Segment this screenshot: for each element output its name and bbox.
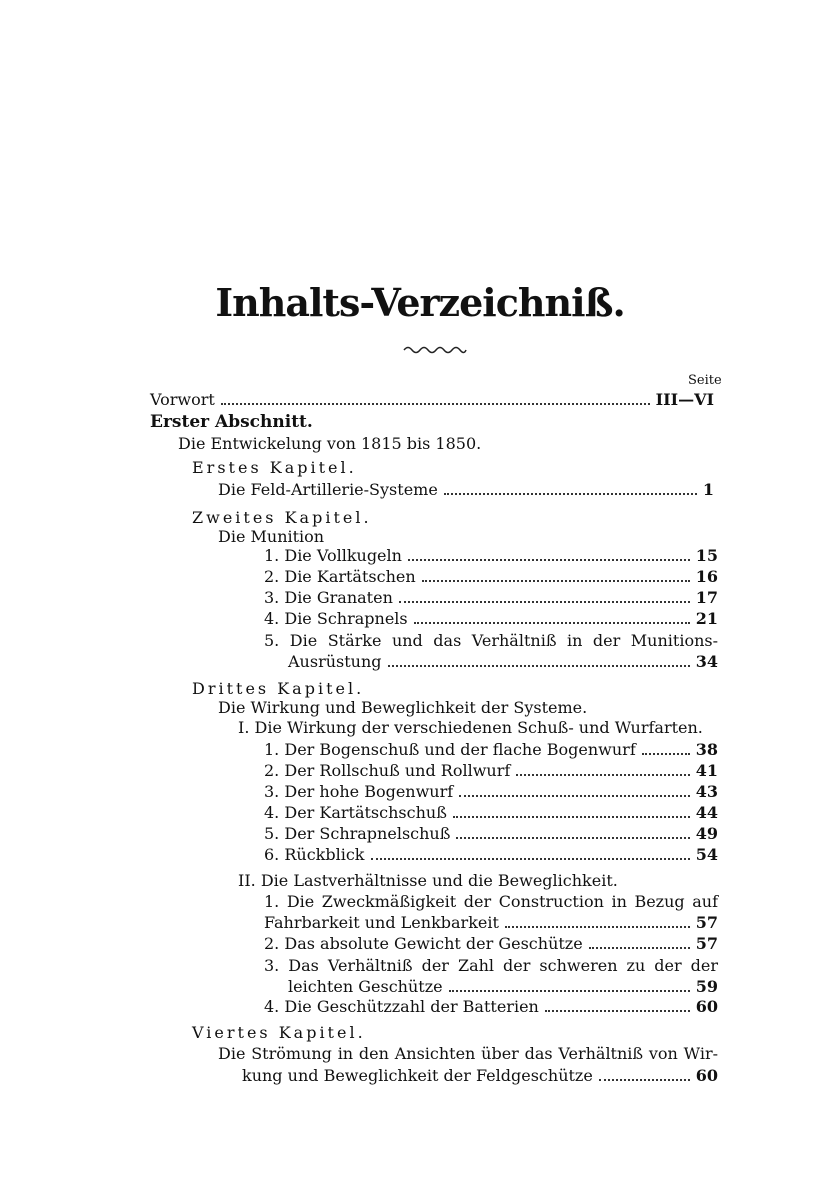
toc-entry (264, 609, 718, 629)
entry-label: Ausrüstung (288, 652, 382, 671)
entry-number: 5. (264, 824, 280, 843)
seite-label: Seite (688, 373, 722, 388)
toc-entry (264, 934, 718, 954)
entry-page: 34 (695, 652, 718, 671)
entry-page: 41 (695, 761, 718, 780)
toc-entry (264, 740, 718, 760)
leader-dots (599, 1079, 690, 1081)
entry-number: 3. (264, 782, 280, 801)
entry-label: Der Rollschuß und Rollwurf (284, 761, 511, 780)
leader-dots (371, 858, 690, 860)
entry-number: 6. (264, 845, 280, 864)
toc-entry-line1 (264, 956, 718, 976)
entry-label: Die Geschützzahl der Batterien (284, 997, 539, 1016)
entry-label: kung und Beweglichkeit der Feldgeschütze (242, 1066, 593, 1085)
ornament-divider-icon (402, 344, 468, 356)
entry-label: Der Kartätschschuß (284, 803, 447, 822)
entry-label: Der Schrapnelschuß (284, 824, 451, 843)
entry-number: 3. (264, 588, 280, 607)
toc-entry-vorwort (150, 390, 714, 410)
leader-dots (453, 816, 690, 818)
entry-label: Vorwort (150, 390, 215, 409)
entry-number: 4. (264, 609, 280, 628)
leader-dots (422, 580, 690, 582)
toc-entry-line1 (264, 892, 718, 912)
part-heading: II. Die Lastverhältnisse und die Beweglichkeit. (238, 871, 618, 890)
chapter-subtitle: Die Wirkung und Beweglichkeit der Systeme. (218, 698, 588, 717)
leader-dots (444, 493, 697, 495)
toc-entry (264, 761, 718, 781)
toc-entry (264, 845, 718, 865)
leader-dots (642, 753, 690, 755)
leader-dots (516, 774, 689, 776)
leader-dots (456, 837, 689, 839)
page-title: Inhalts-Verzeichniß. (215, 280, 625, 325)
chapter-heading: Zweites Kapitel. (192, 508, 372, 527)
entry-number: 2. (264, 934, 280, 953)
entry-label: Rückblick (284, 845, 365, 864)
entry-page: 49 (695, 824, 718, 843)
entry-page: 17 (695, 588, 718, 607)
section-heading: Erster Abschnitt. (150, 412, 313, 432)
entry-label: Das Verhältniß der Zahl der schweren zu der der (288, 956, 718, 975)
entry-label: Die Schrapnels (284, 609, 408, 628)
leader-dots (545, 1010, 690, 1012)
toc-entry (264, 546, 718, 566)
part-heading: I. Die Wirkung der verschiedenen Schuß- und Wurfarten. (238, 718, 703, 737)
leader-dots (388, 665, 690, 667)
section-subtitle: Die Entwickelung von 1815 bis 1850. (178, 434, 482, 453)
leader-dots (399, 601, 690, 603)
toc-entry (264, 588, 718, 608)
toc-entry (264, 567, 718, 587)
toc-entry (218, 480, 714, 500)
entry-page: 57 (695, 913, 718, 932)
entry-label: Der hohe Bogenwurf (284, 782, 454, 801)
leader-dots (589, 947, 690, 949)
leader-dots (449, 990, 690, 992)
entry-number: 3. (264, 956, 280, 975)
toc-entry-line2 (288, 652, 718, 672)
chapter-heading: Drittes Kapitel. (192, 679, 365, 698)
toc-entry-line1: Die Strömung in den Ansichten über das Verhältniß von Wir- (218, 1044, 718, 1063)
toc-entry (264, 824, 718, 844)
entry-page: 44 (695, 803, 718, 822)
entry-page: 60 (695, 1066, 718, 1085)
toc-entry-line2 (288, 977, 718, 997)
leader-dots (505, 926, 690, 928)
entry-number: 2. (264, 761, 280, 780)
toc-entry (264, 997, 718, 1017)
leader-dots (414, 622, 690, 624)
entry-number: 2. (264, 567, 280, 586)
toc-entry-line2 (242, 1066, 718, 1086)
toc-entry (264, 803, 718, 823)
entry-page: 15 (695, 546, 718, 565)
entry-label: Die Kartätschen (284, 567, 416, 586)
entry-label: leichten Geschütze (288, 977, 443, 996)
entry-number: 1. (264, 740, 280, 759)
toc-entry-line2 (264, 913, 718, 933)
entry-page: 1 (702, 480, 714, 499)
entry-page: 21 (695, 609, 718, 628)
entry-page: III—VI (655, 390, 714, 409)
entry-page: 43 (695, 782, 718, 801)
entry-label: Das absolute Gewicht der Geschütze (284, 934, 583, 953)
toc-entry (264, 782, 718, 802)
entry-page: 38 (695, 740, 718, 759)
chapter-heading: Erstes Kapitel. (192, 458, 357, 477)
entry-number: 5. (264, 631, 280, 650)
leader-dots (408, 559, 690, 561)
chapter-subtitle: Die Munition (218, 527, 325, 546)
entry-page: 59 (695, 977, 718, 996)
entry-page: 57 (695, 934, 718, 953)
entry-page: 60 (695, 997, 718, 1016)
entry-label: Die Granaten (284, 588, 393, 607)
toc-entry-line1 (264, 631, 718, 651)
entry-page: 16 (695, 567, 718, 586)
entry-number: 1. (264, 892, 280, 911)
leader-dots (459, 795, 690, 797)
entry-number: 4. (264, 997, 280, 1016)
chapter-heading: Viertes Kapitel. (192, 1023, 366, 1042)
entry-number: 4. (264, 803, 280, 822)
entry-number: 1. (264, 546, 280, 565)
entry-label: Die Feld-Artillerie-Systeme (218, 480, 438, 499)
entry-page: 54 (695, 845, 718, 864)
entry-label: Die Vollkugeln (284, 546, 402, 565)
entry-label: Die Zweckmäßigkeit der Construction in Bezug auf (286, 892, 718, 911)
entry-label: Die Stärke und das Verhältniß in der Munitions- (289, 631, 719, 650)
entry-label: Der Bogenschuß und der flache Bogenwurf (284, 740, 636, 759)
leader-dots (221, 403, 650, 405)
entry-label: Fahrbarkeit und Lenkbarkeit (264, 913, 499, 932)
